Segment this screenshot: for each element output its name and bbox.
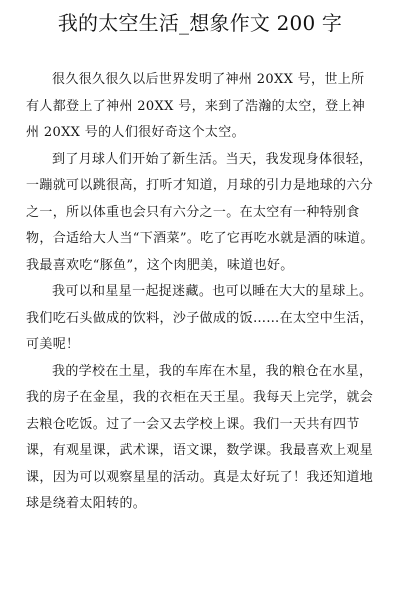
paragraph-2: 到了月球人们开始了新生活。当天，我发现身体很轻，一蹦就可以跳很高，打听才知道，月球的引力是地球的六分之一，所以体重也会只有六分之一。在太空有一种特别食物，合适给大人当“下酒菜”。吃了它再吃水就是酒的味道。我最喜欢吃“豚鱼”，这个肉肥美，味道也好。	[26, 151, 374, 273]
paragraph-3: 我可以和星星一起捉迷藏。也可以睡在大大的星球上。我们吃石头做成的饮料，沙子做成的饭……在太空中生活，可美呢！	[26, 284, 374, 352]
document-title: 我的太空生活_想象作文 200 字	[57, 11, 343, 35]
paragraph-4: 我的学校在土星，我的车库在木星，我的粮仓在水星，我的房子在金星，我的衣柜在天王星。我每天上完学，就会去粮仓吃饭。过了一会又去学校上课。我们一天共有四节课，有观星课，武术课，语文课，数学课。我最喜欢上观星课，因为可以观察星星的活动。真是太好玩了！我还知道地球是绕着太阳转的。	[26, 363, 374, 511]
paragraph-1: 很久很久很久以后世界发明了神州 20XX 号，世上所有人都登上了神州 20XX 号，来到了浩瀚的太空，登上神州 20XX 号的人们很好奇这个太空。	[26, 72, 366, 140]
document-body	[26, 67, 374, 518]
